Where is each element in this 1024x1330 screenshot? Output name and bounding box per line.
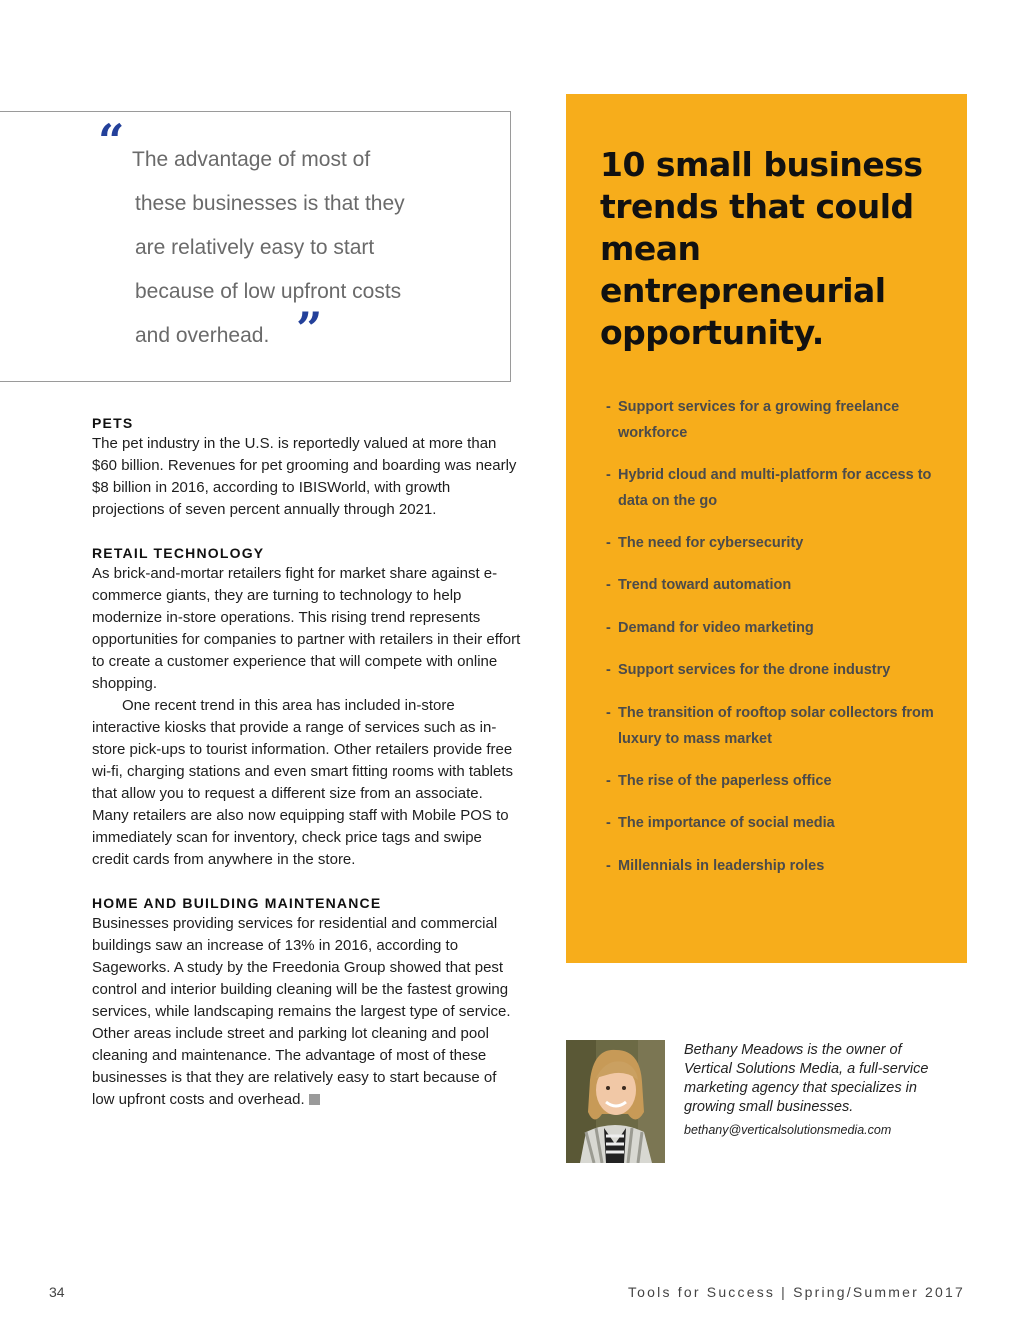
author-photo-image [566,1040,665,1163]
pull-quote-line: The advantage of most of [132,148,371,171]
section-heading: RETAIL TECHNOLOGY [92,545,265,561]
section-body: One recent trend in this area has included in-store interactive kiosks that provide a range of services such as in-store pick-ups to tourist information. Other retailers provide free wi-fi, charging stations and even smart fitting rooms with tablets that allow you to request a different size from an associate. Many retailers are also now equipping staff with Mobile POS to immediately scan for inventory, check price tags and swipe credit cards from anywhere in the store. [92,697,514,868]
section-body: The pet industry in the U.S. is reportedly valued at more than $60 billion. Revenues for pet grooming and boarding was nearly $8 billion in 2016, according to IBISWorld, with growth projections of seven percent annually through 2021. [92,435,517,518]
article-column [92,413,522,1133]
pull-quote-line: and overhead. [135,324,270,347]
trends-sidebar [566,94,967,963]
page-number: 34 [49,1284,65,1300]
open-quote-mark: “ [98,114,125,168]
trend-item: - The transition of rooftop solar collectors from luxury to mass market [606,705,934,747]
close-quote-mark: ” [296,302,323,356]
trend-item: - Support services for a growing freelance workforce [606,399,900,441]
trend-item: - The need for cybersecurity [606,535,804,551]
trend-item: - Trend toward automation [606,577,792,593]
pull-quote-line: are relatively easy to start [135,236,375,259]
section-pets [92,413,522,521]
sidebar-title: 10 small business trends that could mean entrepreneurial opportunity. [600,145,923,352]
trend-item: - Hybrid cloud and multi-platform for access to data on the go [606,467,932,509]
pull-quote-line: these businesses is that they [135,192,405,215]
section-body [92,913,522,1111]
section-retail-technology [92,543,522,871]
author-email: bethany@verticalsolutionsmedia.com [684,1123,892,1137]
section-body-text: Businesses providing services for residential and commercial buildings saw an increase of 13% in 2016, according to Sageworks. A study by the Freedonia Group showed that pest control and interior building cleaning will be the fastest growing services, while landscaping remains the largest type of service. Other areas include street and parking lot cleaning and pool cleaning and maintenance. The advantage of most of these businesses is that they are relatively easy to start because of low upfront costs and overhead. [92,915,511,1108]
section-home-building [92,893,522,1111]
publication-title: Tools for Success | Spring/Summer 2017 [627,1284,965,1300]
trend-item: - The rise of the paperless office [606,773,832,789]
author-bio-text: Bethany Meadows is the owner of Vertical Solutions Media, a full-service marketing agency that specializes in growing small businesses. [684,1042,929,1115]
author-bio [684,1041,934,1140]
end-mark-icon [309,1094,320,1105]
section-heading: HOME AND BUILDING MAINTENANCE [92,895,382,911]
trend-item: - Support services for the drone industry [606,662,891,678]
trend-item: - Millennials in leadership roles [606,858,825,874]
trend-item: - Demand for video marketing [606,620,814,636]
trend-item: - The importance of social media [606,815,835,831]
section-body: As brick-and-mortar retailers fight for market share against e-commerce giants, they are turning to technology to help modernize in-store operations. This rising trend represents opportunities for companies to partner with retailers in their effort to create a customer experience that will compete with online shopping. [92,565,521,692]
pull-quote-line: because of low upfront costs [135,280,402,303]
author-photo [566,1040,665,1163]
section-heading: PETS [92,415,134,431]
